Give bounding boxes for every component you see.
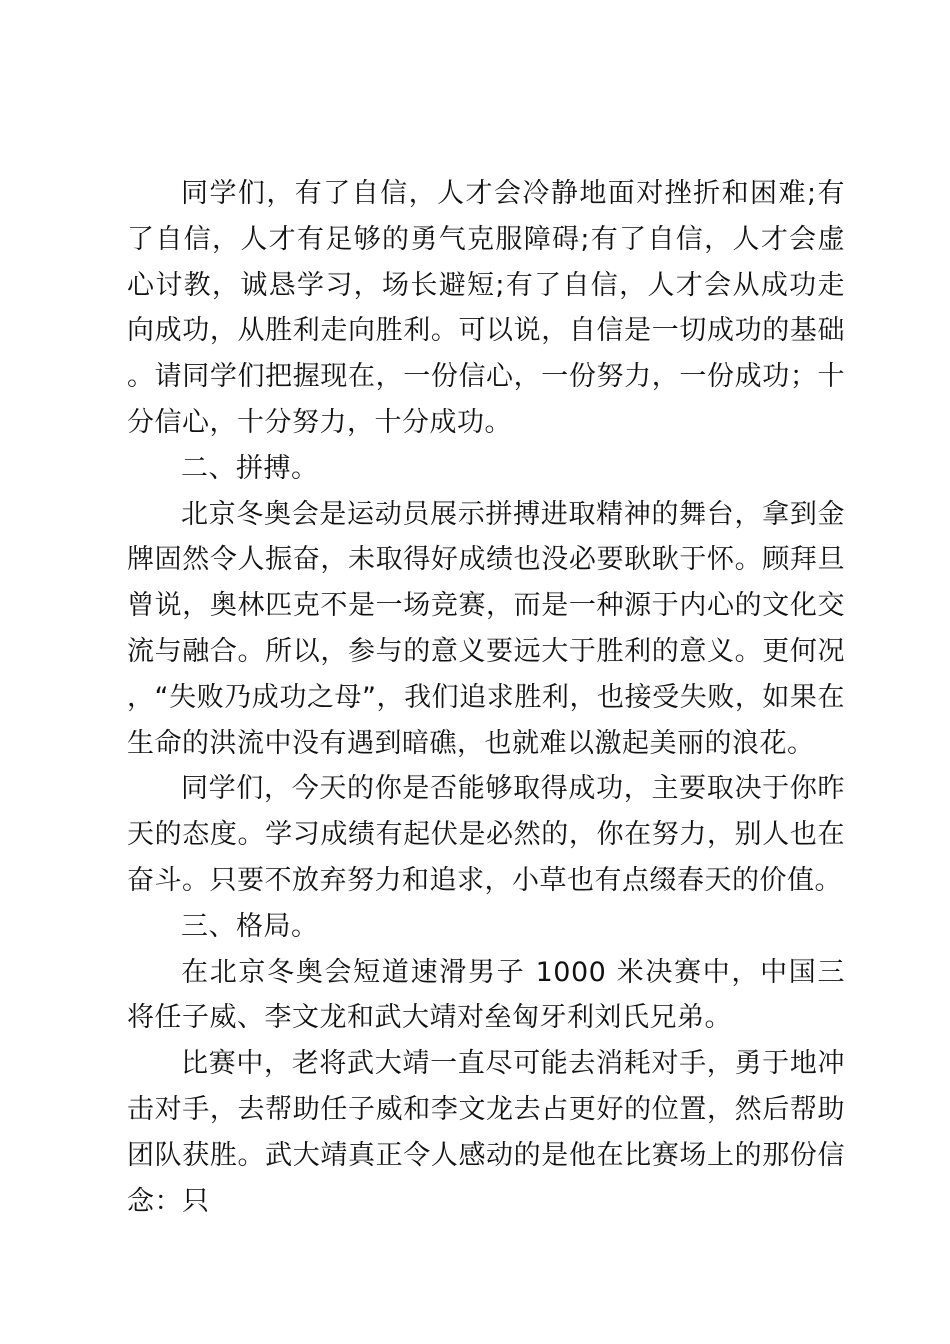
- paragraph-confidence-summary: 同学们，有了自信，人才会冷静地面对挫折和困难;有了自信，人才有足够的勇气克服障碍;有了自信，人才会虚心讨教，诚恳学习，场长避短;有了自信，人才会从成功走向成功，从胜利走向胜利。可以说，自信是一切成功的基础。请同学们把握现在，一份信心，一份努力，一份成功；十分信心，十分努力，十分成功。: [127, 178, 845, 438]
- paragraph-wu-dajing: 比赛中，老将武大靖一直尽可能去消耗对手，勇于地冲击对手，去帮助任子威和李文龙去占更好的位置，然后帮助团队获胜。武大靖真正令人感动的是他在比赛场上的那份信念：只: [127, 1048, 845, 1217]
- section-heading-vision: 三、格局。: [181, 910, 319, 942]
- document-body: [127, 171, 845, 1224]
- paragraph-attitude: 同学们，今天的你是否能够取得成功，主要取决于你昨天的态度。学习成绩有起伏是必然的，你在努力，别人也在奋斗。只要不放弃努力和追求，小草也有点缀春天的价值。: [127, 773, 845, 896]
- paragraph-short-track-final: 在北京冬奥会短道速滑男子 1000 米决赛中，中国三将任子威、李文龙和武大靖对垒匈牙利刘氏兄弟。: [127, 956, 845, 1034]
- paragraph-struggle: 北京冬奥会是运动员展示拼搏进取精神的舞台，拿到金牌固然令人振奋，未取得好成绩也没必要耿耿于怀。顾拜旦曾说，奥林匹克不是一场竞赛，而是一种源于内心的文化交流与融合。所以，参与的意义要远大于胜利的意义。更何况，“失败乃成功之母”，我们追求胜利，也接受失败，如果在生命的洪流中没有遇到暗礁，也就难以激起美丽的浪花。: [127, 498, 845, 759]
- section-heading-struggle: 二、拼搏。: [181, 452, 319, 484]
